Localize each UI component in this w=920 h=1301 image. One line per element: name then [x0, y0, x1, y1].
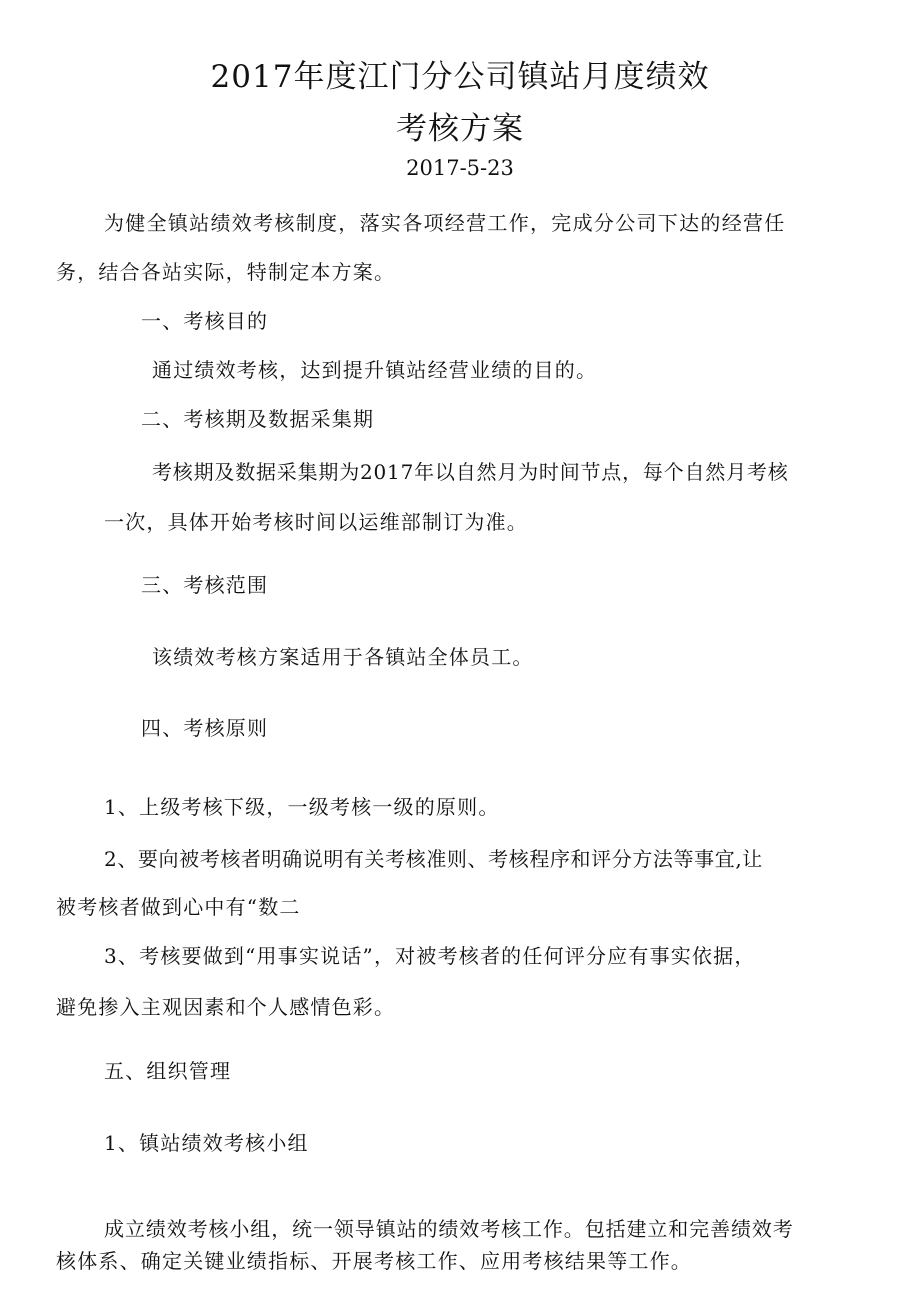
intro-paragraph-line1: 为健全镇站绩效考核制度，落实各项经营工作，完成分公司下达的经营任 — [104, 211, 786, 235]
section4-item3-line2: 避免掺入主观因素和个人感情色彩。 — [56, 995, 396, 1019]
section2-body-line1: 考核期及数据采集期为2017年以自然月为时间节点，每个自然月考核 — [152, 460, 789, 484]
section3-body: 该绩效考核方案适用于各镇站全体员工。 — [152, 645, 534, 669]
section4-item3-line1: 3、考核要做到“用事实说话”，对被考核者的任何评分应有事实依据， — [104, 944, 756, 968]
section2-body-line2: 一次，具体开始考核时间以运维部制订为准。 — [104, 510, 528, 534]
document-date: 2017-5-23 — [406, 156, 514, 180]
section4-item2-line1: 2、要向被考核者明确说明有关考核准则、考核程序和评分方法等事宜,让 — [104, 847, 763, 871]
document-title-line2: 考核方案 — [396, 111, 524, 147]
section1-body: 通过绩效考核，达到提升镇站经营业绩的目的。 — [152, 358, 598, 382]
section4-item2-line2: 被考核者做到心中有“数二 — [56, 895, 301, 919]
section2-heading: 二、考核期及数据采集期 — [141, 407, 375, 431]
intro-paragraph-line2: 务，结合各站实际，特制定本方案。 — [56, 260, 396, 284]
section1-heading: 一、考核目的 — [141, 309, 269, 333]
section5-subsection1-heading: 1、镇站绩效考核小组 — [104, 1131, 309, 1155]
section4-heading: 四、考核原则 — [141, 716, 269, 740]
section5-subsection1-body-line1: 成立绩效考核小组，统一领导镇站的绩效考核工作。包括建立和完善绩效考 — [104, 1217, 794, 1241]
section4-item1: 1、上级考核下级，一级考核一级的原则。 — [104, 795, 500, 819]
document-title-line1: 2017年度江门分公司镇站月度绩效 — [210, 59, 710, 95]
section5-subsection1-body-line2: 核体系、确定关键业绩指标、开展考核工作、应用考核结果等工作。 — [56, 1249, 692, 1273]
section5-heading: 五、组织管理 — [104, 1059, 232, 1083]
section3-heading: 三、考核范围 — [141, 573, 269, 597]
